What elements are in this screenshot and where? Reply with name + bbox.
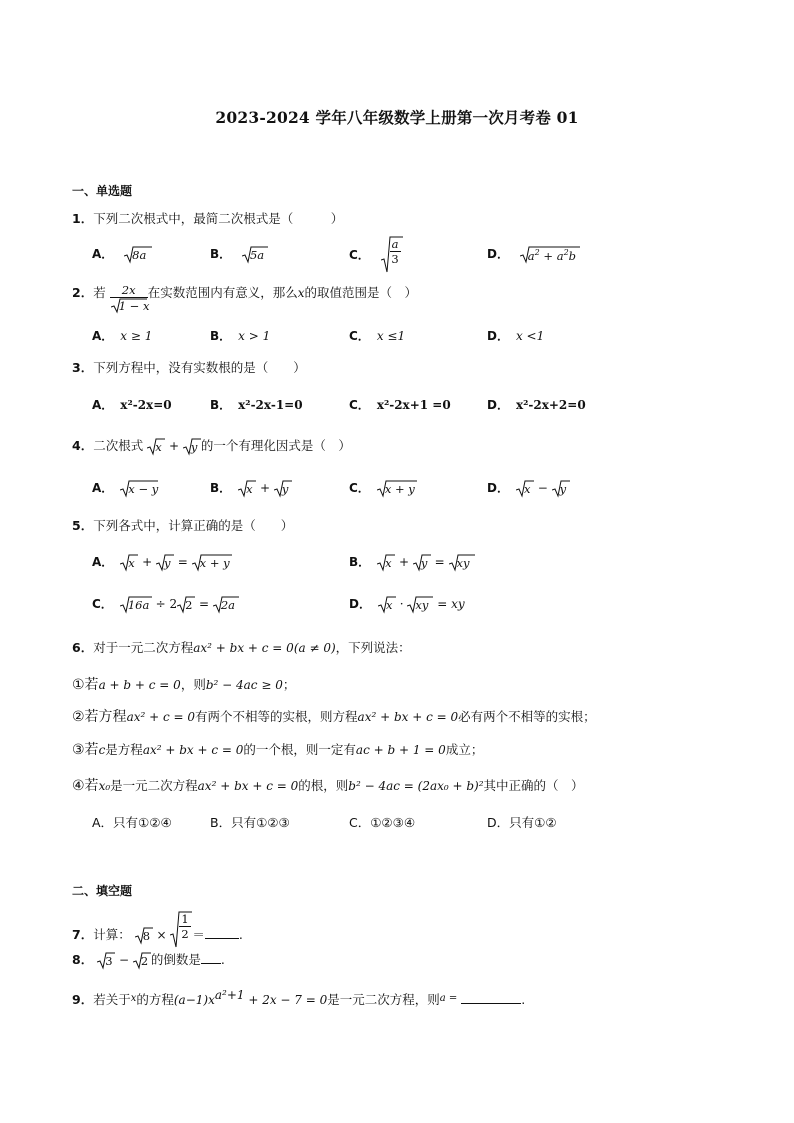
sqrt-x-math: x	[120, 554, 138, 572]
q3-option-b	[210, 396, 303, 413]
end-punct: .	[238, 927, 243, 942]
option-label: B．	[210, 329, 232, 343]
question-text-post: 是一元二次方程，则	[327, 992, 440, 1008]
statement-text: ②若方程	[72, 709, 127, 725]
option-label: D．	[487, 481, 509, 495]
q6-statement-1	[72, 674, 295, 694]
question-text-pre: 若关于	[93, 992, 131, 1008]
question-text-post: 的倒数是	[150, 952, 201, 967]
statement-text: 成立；	[445, 742, 484, 757]
q4-option-b: B． x + y	[210, 479, 292, 498]
sqrt-2a-math: 2a	[213, 596, 239, 614]
option-value: x ≥ 1	[120, 329, 153, 343]
option-value: x²-2x+2=0	[515, 398, 586, 412]
q2-option-a	[92, 327, 152, 344]
question-5	[72, 516, 293, 534]
equation: ax² + bx + c = 0	[193, 641, 294, 655]
option-label: A．	[92, 555, 114, 569]
sqrt-3-math: 3	[97, 952, 115, 970]
option-label: A．	[92, 329, 114, 343]
question-text-post: ，下列说法：	[335, 640, 411, 655]
option-label: B．	[210, 398, 232, 412]
q2-option-c	[349, 327, 405, 344]
question-text-mid: 的方程	[136, 992, 174, 1008]
math: x₀	[98, 779, 111, 793]
option-label: B．	[210, 247, 232, 261]
math: b² − 4ac ≥ 0	[205, 678, 283, 692]
condition: (a ≠ 0)	[293, 641, 336, 655]
sqrt-8a-math: 8a	[124, 246, 152, 264]
option-label: C．	[92, 597, 113, 611]
statement-text: 必有两个不相等的实根；	[458, 709, 596, 724]
option-label: C．	[349, 481, 370, 495]
option-label: C．	[349, 398, 370, 412]
question-9	[72, 988, 525, 1008]
statement-text: ，则	[180, 677, 206, 692]
sqrt-x-minus-y-math: x − y	[120, 480, 158, 498]
end-punct: .	[521, 992, 526, 1008]
sqrt-2-math: 2	[133, 952, 151, 970]
sqrt-xy-math: xy	[407, 596, 433, 614]
sqrt-xy-math: xy	[449, 554, 475, 572]
page-title: 2023-2024 学年八年级数学上册第一次月考卷 01	[215, 108, 579, 127]
q5-option-b: B． x + y = xy	[349, 553, 475, 572]
q2-option-d	[487, 327, 544, 344]
statement-text: 有两个不相等的实根，则方程	[195, 709, 358, 724]
q1-option-c	[349, 236, 403, 274]
math: ac + b + 1 = 0	[355, 743, 446, 757]
variable-x: x	[297, 286, 305, 300]
sqrt-5a-math: 5a	[242, 246, 268, 264]
exponent: a²+1	[214, 988, 245, 1002]
statement-text: 的根，则	[298, 778, 349, 793]
question-number: 2．	[72, 285, 94, 300]
question-2	[72, 283, 417, 314]
question-number: 3．	[72, 360, 94, 375]
q1-option-b	[210, 245, 268, 264]
q6-option-c: C．①②③④	[349, 815, 416, 830]
equals-sign: ＝	[192, 927, 205, 942]
statement-text: ④若	[72, 778, 99, 794]
statement-text: ；	[282, 677, 296, 692]
question-text-pre: 对于一元二次方程	[93, 640, 194, 655]
sqrt-y-math: y	[274, 480, 292, 498]
statement-text: ③若	[72, 742, 99, 758]
question-text: 下列方程中，没有实数根的是（ ）	[93, 360, 306, 375]
question-7: 7．计算： 8 × $\frac{1}{2}$ ＝ .	[72, 911, 243, 949]
variable-x: x	[130, 993, 137, 1005]
question-number: 1．	[72, 211, 94, 226]
q4-option-a	[92, 479, 158, 498]
question-number: 6．	[72, 640, 94, 655]
question-4: 4．二次根式 x + y 的一个有理化因式是（ ）	[72, 438, 351, 454]
q2-option-b	[210, 327, 270, 344]
question-6	[72, 638, 411, 656]
option-label: D．	[349, 597, 371, 611]
variable-a: a =	[439, 993, 458, 1005]
option-label: C．	[349, 247, 370, 262]
q6-statement-3	[72, 739, 483, 759]
q6-statement-2	[72, 706, 596, 726]
option-label: D．	[487, 398, 509, 412]
q4-option-c	[349, 479, 417, 498]
q5-option-d: D． x · xy = xy	[349, 597, 465, 612]
section-single-choice: 一、单选题	[72, 184, 133, 198]
question-text: 下列二次根式中，最简二次根式是（ ）	[93, 211, 344, 226]
question-number: 8．	[72, 952, 94, 967]
statement-text: ①若	[72, 677, 99, 693]
option-label: D．	[487, 247, 509, 261]
option-value: x²-2x-1=0	[238, 398, 303, 412]
answer-blank[interactable]	[201, 953, 221, 964]
option-label: B．	[210, 481, 232, 495]
q3-option-c	[349, 396, 451, 413]
q5-option-a: A． x + y = x + y	[92, 553, 232, 572]
q1-option-a	[92, 245, 152, 264]
sqrt-16a-math: 16a	[120, 596, 152, 614]
sqrt-x-plus-y-math: x + y	[192, 554, 232, 572]
question-number: 4．	[72, 438, 94, 453]
sqrt-x-math: x	[147, 438, 165, 456]
option-label: A．	[92, 247, 114, 261]
sqrt-x-math: x	[516, 480, 534, 498]
sqrt-y-math: y	[552, 480, 570, 498]
sqrt-half-math: $\frac{1}{2}$	[170, 911, 192, 949]
sqrt-8-math: 8	[135, 927, 153, 945]
statement-text: 其中正确的（ ）	[483, 778, 584, 793]
answer-blank[interactable]	[205, 928, 239, 939]
fraction-2x-over-sqrt-1-minus-x: $\frac{2x}{1 - x}$	[110, 284, 148, 314]
sqrt-x-math: x	[377, 554, 395, 572]
question-text: 下列各式中，计算正确的是（ ）	[93, 518, 294, 533]
q3-option-d	[487, 396, 586, 413]
section-fill-in: 二、填空题	[72, 884, 133, 898]
option-label: A．	[92, 398, 114, 412]
sqrt-x-math: x	[378, 596, 396, 614]
option-label: C．	[349, 329, 370, 343]
sqrt-x-math: x	[238, 480, 256, 498]
sqrt-2-math: 2	[177, 596, 195, 614]
question-1	[72, 209, 343, 227]
option-value: x²-2x+1 =0	[376, 398, 451, 412]
question-3	[72, 358, 306, 376]
option-value: x > 1	[238, 329, 271, 343]
math: b² − 4ac = (2ax₀ + b)²	[348, 779, 484, 793]
math: c	[98, 743, 106, 757]
sqrt-x-plus-y-math: x + y	[377, 480, 417, 498]
question-number: 9．	[72, 992, 94, 1008]
equation-part-1: (a−1)x	[173, 993, 215, 1008]
question-number: 7．	[72, 927, 94, 942]
option-value: x ≤1	[376, 329, 406, 343]
math: ax² + bx + c = 0	[197, 779, 299, 793]
option-value: x²-2x=0	[120, 398, 172, 412]
statement-text: 的一个根，则一定有	[243, 742, 356, 757]
math: a + b + c = 0	[98, 678, 181, 692]
q5-option-c: C． 16a ÷ 2 2 = 2a	[92, 595, 239, 614]
sqrt-y-math: y	[183, 438, 201, 456]
question-number: 5．	[72, 518, 94, 533]
q6-option-d: D．只有①②	[487, 815, 557, 830]
question-text-pre: 计算：	[93, 927, 131, 942]
math: ax² + bx + c = 0	[357, 710, 459, 724]
question-text-post: 的一个有理化因式是（ ）	[200, 438, 351, 453]
q6-option-a: A．只有①②④	[92, 815, 172, 830]
question-8: 8． 3 − 2 的倒数是 .	[72, 952, 225, 968]
math: ax² + bx + c = 0	[142, 743, 244, 757]
q1-option-d	[487, 245, 580, 264]
option-value: x <1	[515, 329, 545, 343]
q6-option-b: B．只有①②③	[210, 815, 290, 830]
option-label: B．	[349, 555, 371, 569]
sqrt-a-over-3-math: $\frac{a}{3}$	[381, 236, 403, 274]
q6-statement-4	[72, 775, 584, 795]
equation-part-2: + 2x − 7 = 0	[244, 993, 328, 1008]
answer-blank[interactable]	[461, 993, 521, 1004]
question-text-pre: 若	[93, 285, 106, 300]
q3-option-a	[92, 396, 172, 413]
question-text-tail: 的取值范围是（ ）	[304, 285, 418, 300]
end-punct: .	[220, 952, 225, 967]
sqrt-y-math: y	[413, 554, 431, 572]
statement-text: 是一元二次方程	[110, 778, 198, 793]
sqrt-a2-plus-a2b-math: $a^2 + a^2b$	[520, 246, 580, 264]
q4-option-d: D． x − y	[487, 479, 570, 498]
math: ax² + c = 0	[126, 710, 196, 724]
option-label: D．	[487, 329, 509, 343]
sqrt-y-math: y	[156, 554, 174, 572]
statement-text: 是方程	[105, 742, 143, 757]
question-text-post: 在实数范围内有意义，那么	[147, 285, 298, 300]
question-text-pre: 二次根式	[93, 438, 144, 453]
option-label: A．	[92, 481, 114, 495]
